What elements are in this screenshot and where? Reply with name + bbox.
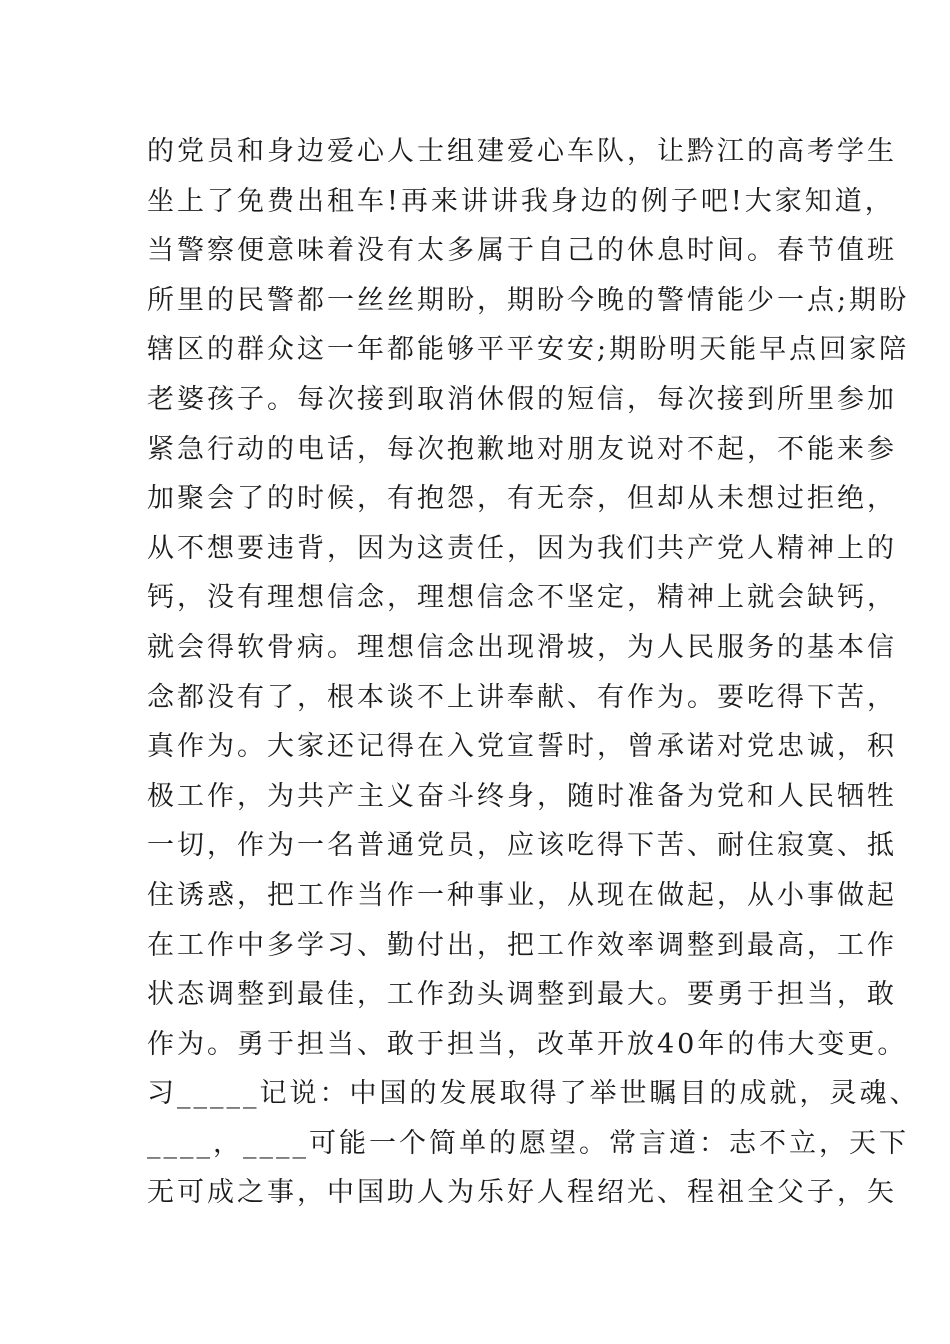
text-line: ____，____可能一个简单的愿望。常言道：志不立，天下	[147, 1127, 909, 1159]
text-line: 住诱惑，把工作当作一种事业，从现在做起，从小事做起	[147, 879, 897, 911]
text-line: 状态调整到最佳，工作劲头调整到最大。要勇于担当，敢	[147, 979, 897, 1011]
text-line: 所里的民警都一丝丝期盼，期盼今晚的警情能少一点;期盼	[147, 284, 910, 316]
text-line: 无可成之事，中国助人为乐好人程绍光、程祖全父子，矢	[147, 1177, 897, 1209]
text-line: 老婆孩子。每次接到取消休假的短信，每次接到所里参加	[147, 383, 897, 415]
text-line: 就会得软骨病。理想信念出现滑坡，为人民服务的基本信	[147, 631, 897, 663]
body-text	[147, 127, 920, 1218]
text-line: 真作为。大家还记得在入党宣誓时，曾承诺对党忠诚，积	[147, 731, 897, 763]
text-line: 从不想要违背，因为这责任，因为我们共产党人精神上的	[147, 532, 897, 564]
text-line: 作为。勇于担当、敢于担当，改革开放40年的伟大变更。	[147, 1028, 908, 1060]
text-line: 在工作中多学习、勤付出，把工作效率调整到最高，工作	[147, 929, 897, 961]
text-line: 念都没有了，根本谈不上讲奉献、有作为。要吃得下苦，	[147, 681, 897, 713]
text-line: 一切，作为一名普通党员，应该吃得下苦、耐住寂寞、抵	[147, 830, 897, 862]
text-line: 当警察便意味着没有太多属于自己的休息时间。春节值班	[147, 235, 897, 267]
text-line: 坐上了免费出租车!再来讲讲我身边的例子吧!大家知道，	[147, 185, 895, 217]
text-line: 习_____记说：中国的发展取得了举世瞩目的成就，灵魂、	[147, 1078, 920, 1110]
text-line: 紧急行动的电话，每次抱歉地对朋友说对不起，不能来参	[147, 433, 897, 465]
text-line: 加聚会了的时候，有抱怨，有无奈，但却从未想过拒绝，	[147, 483, 897, 515]
text-line: 钙，没有理想信念，理想信念不坚定，精神上就会缺钙，	[147, 582, 897, 614]
text-line: 辖区的群众这一年都能够平平安安;期盼明天能早点回家陪	[147, 334, 910, 366]
text-line: 的党员和身边爱心人士组建爱心车队，让黔江的高考学生	[147, 136, 897, 167]
text-line: 极工作，为共产主义奋斗终身，随时准备为党和人民牺牲	[147, 780, 897, 812]
